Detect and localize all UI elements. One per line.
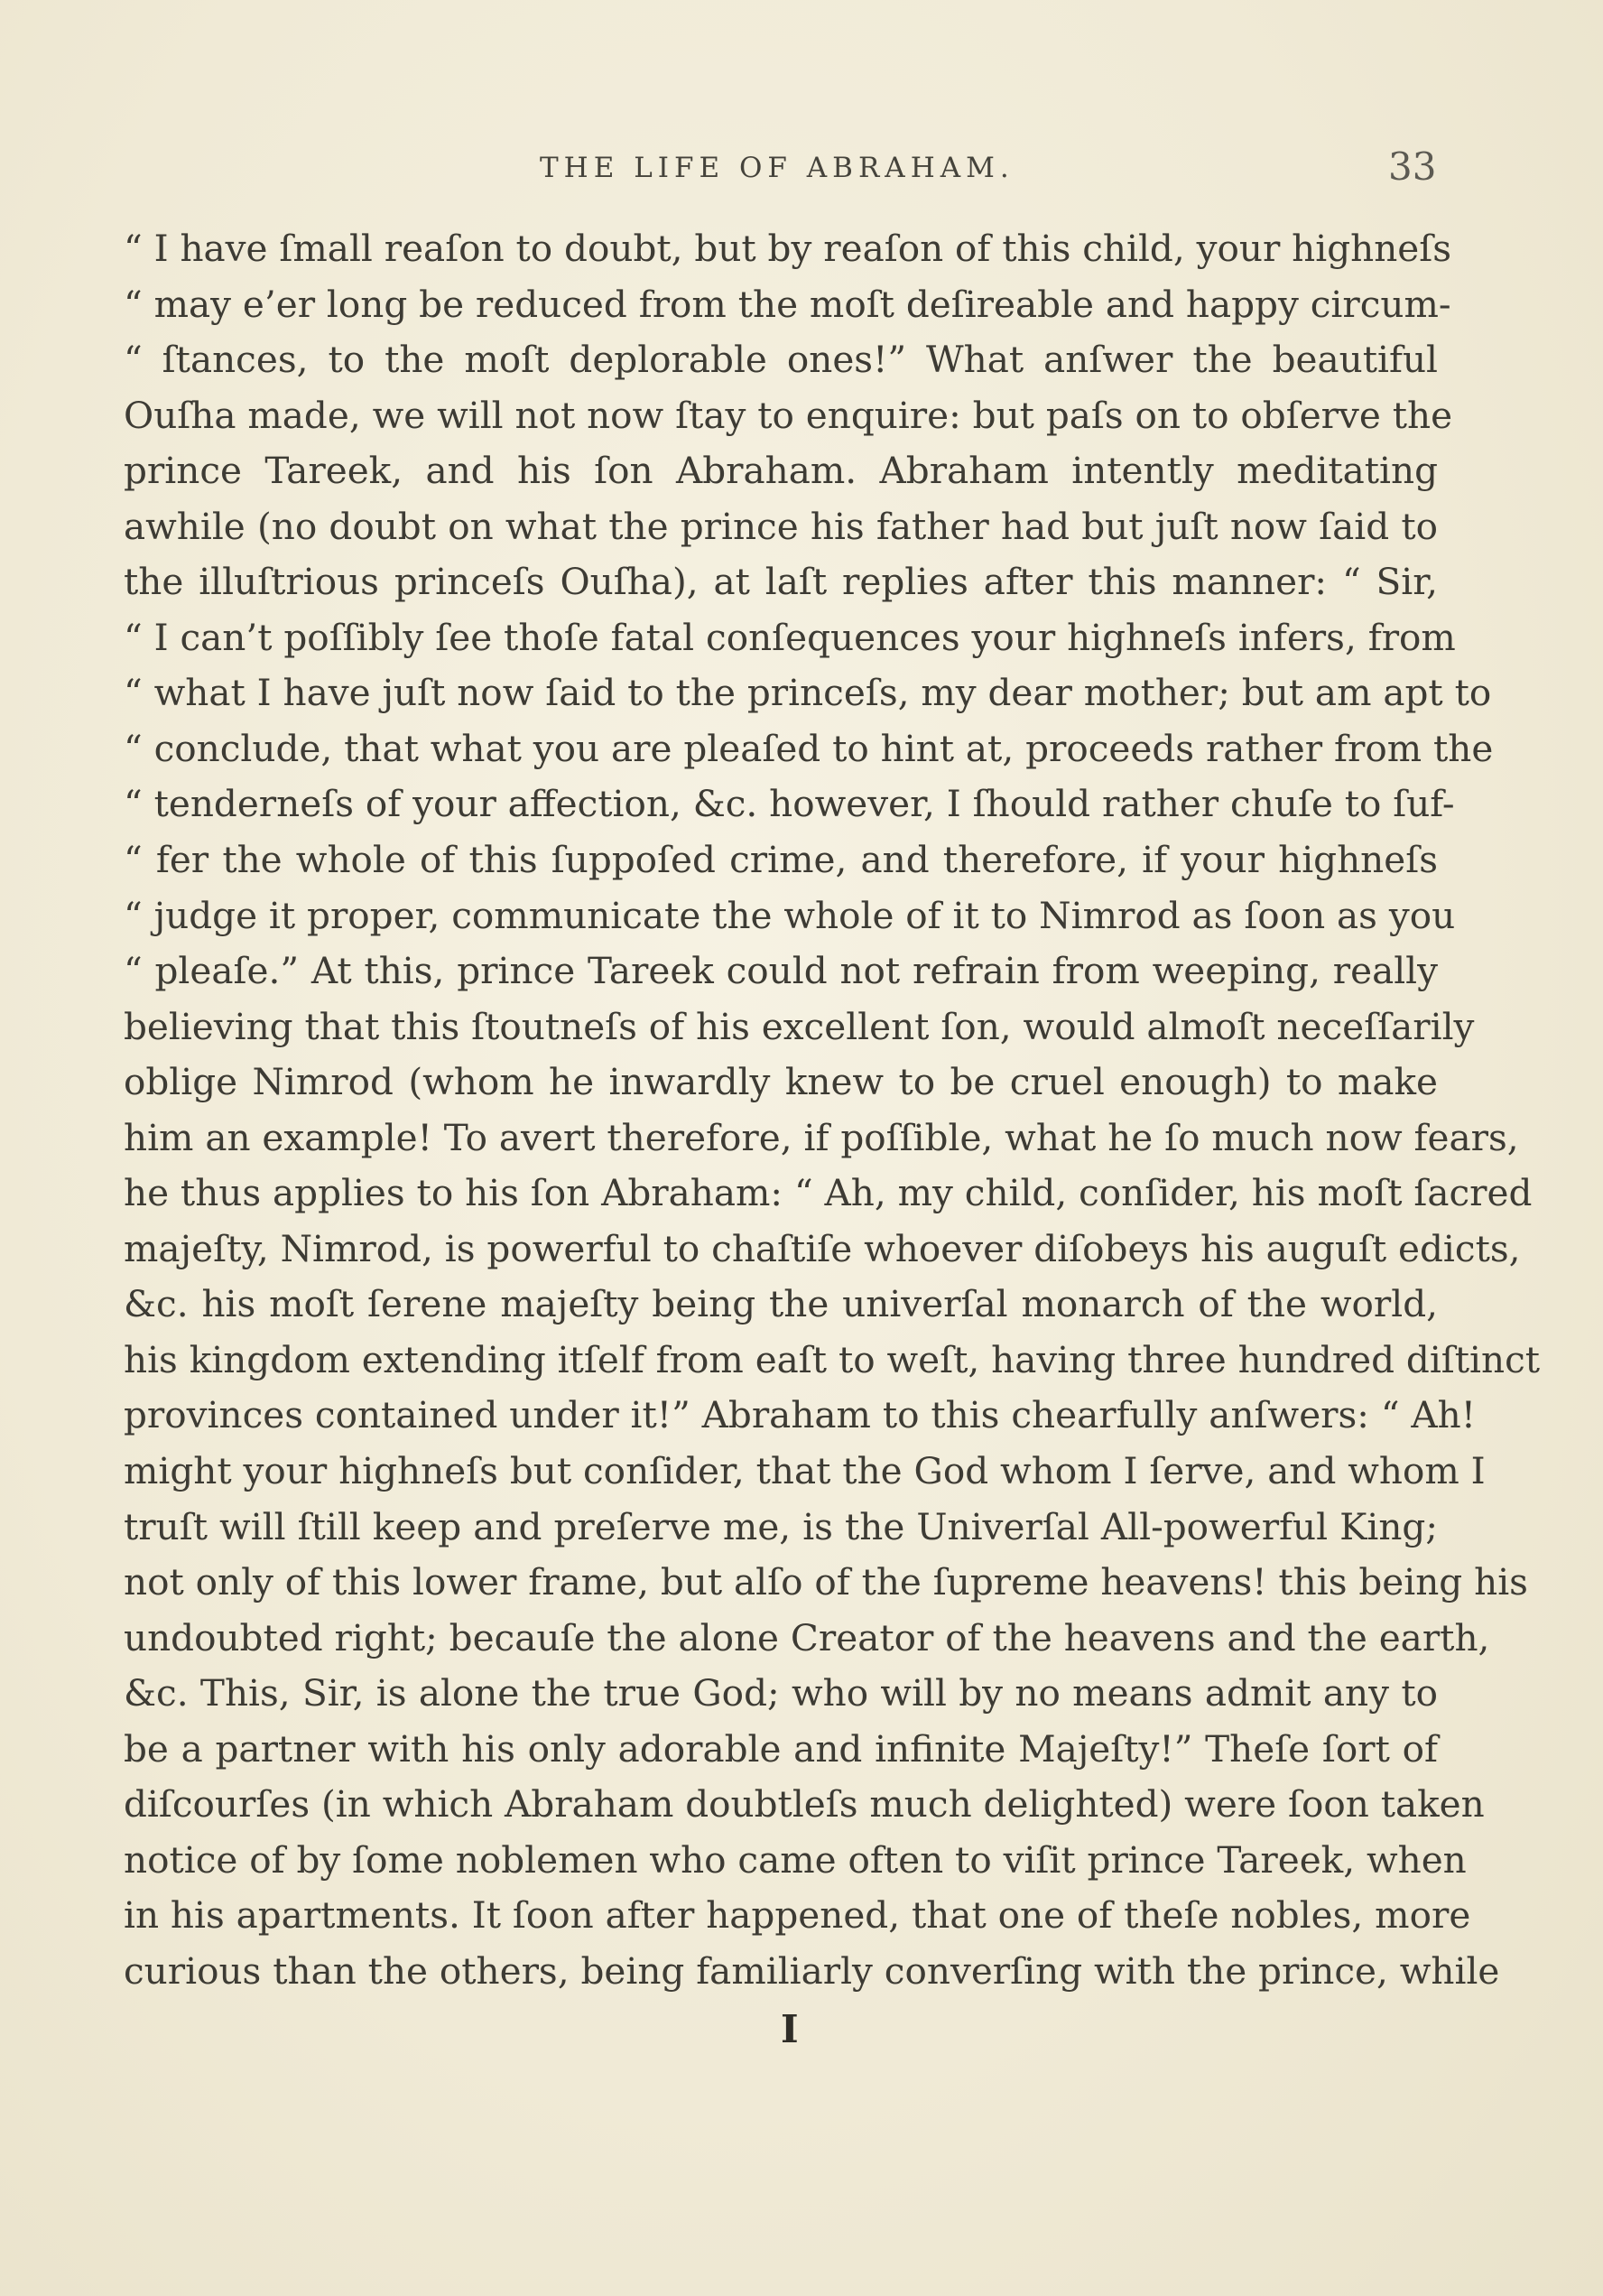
text-line: “ judge it proper, communicate the whole of it to Nimrod as ſoon as you: [124, 893, 1456, 937]
text-line: curious than the others, being familiarly converſing with the prince, while: [124, 1948, 1500, 1993]
text-line: awhile (no doubt on what the prince his father had but juſt now ſaid to: [124, 504, 1438, 548]
text-line: “ I can’t poſſibly ſee thoſe fatal conſequences your highneſs infers, from: [124, 615, 1456, 659]
text-line: believing that this ſtoutneſs of his excellent ſon, would almoſt neceſſarily: [124, 1004, 1475, 1048]
text-line: &c. his moſt ſerene majeſty being the univerſal monarch of the world,: [124, 1282, 1438, 1326]
text-line: undoubted right; becauſe the alone Creator of the heavens and the earth,: [124, 1615, 1490, 1659]
text-line: “ ſtances, to the moſt deplorable ones!” What anſwer the beautiful: [124, 338, 1438, 382]
text-line: he thus applies to his ſon Abraham: “ Ah, my child, conſider, his moſt ſacred: [124, 1171, 1533, 1215]
text-line: “ I have ſmall reaſon to doubt, but by reaſon of this child, your highneſs: [124, 227, 1452, 270]
running-title: THE LIFE OF ABRAHAM.: [540, 152, 1015, 184]
text-line: his kingdom extending itſelf from eaſt to weſt, having three hundred diſtinct: [124, 1337, 1541, 1381]
running-head: [0, 144, 1603, 190]
text-line: “ tenderneſs of your affection, &c. however, I ſhould rather chuſe to ſuf-: [124, 782, 1455, 826]
text-line: prince Tareek, and his ſon Abraham. Abraham intently meditating: [124, 449, 1438, 493]
text-line: diſcourſes (in which Abraham doubtleſs much delighted) were ſoon taken: [124, 1782, 1485, 1827]
text-line: him an example! To avert therefore, if poſſible, what he ſo much now fears,: [124, 1115, 1519, 1159]
text-line: truſt will ſtill keep and preſerve me, is the Univerſal All-powerful King;: [124, 1504, 1438, 1548]
text-line: &c. This, Sir, is alone the true God; who will by no means admit any to: [124, 1671, 1438, 1715]
catchword: I: [781, 2007, 799, 2051]
text-line: be a partner with his only adorable and infinite Majeſty!” Theſe ſort of: [124, 1726, 1438, 1771]
text-line: majeſty, Nimrod, is powerful to chaſtiſe whoever diſobeys his auguſt edicts,: [124, 1226, 1521, 1270]
text-line: “ what I have juſt now ſaid to the princeſs, my dear mother; but am apt to: [124, 671, 1492, 715]
text-line: oblige Nimrod (whom he inwardly knew to be cruel enough) to make: [124, 1060, 1438, 1104]
text-line: in his apartments. It ſoon after happened, that one of theſe nobles, more: [124, 1893, 1471, 1938]
text-line: “ may e’er long be reduced from the moſt deſireable and happy circum-: [124, 282, 1451, 326]
text-line: Ouſha made, we will not now ſtay to enquire: but paſs on to obſerve the: [124, 393, 1453, 437]
text-line: might your highneſs but conſider, that the God whom I ſerve, and whom I: [124, 1449, 1486, 1493]
page-number: 33: [1388, 144, 1437, 189]
text-line: “ conclude, that what you are pleaſed to hint at, proceeds rather from the: [124, 726, 1494, 770]
text-line: “ pleaſe.” At this, prince Tareek could not refrain from weeping, really: [124, 949, 1438, 993]
text-line: “ fer the whole of this ſuppoſed crime, and therefore, if your highneſs: [124, 838, 1438, 882]
body-text: [124, 221, 1541, 2000]
text-line: the illuſtrious princeſs Ouſha), at laſt replies after this manner: “ Sir,: [124, 560, 1438, 604]
text-line: provinces contained under it!” Abraham to this chearfully anſwers: “ Ah!: [124, 1393, 1477, 1437]
text-line: notice of by ſome noblemen who came often to viſit prince Tareek, when: [124, 1837, 1467, 1882]
text-line: not only of this lower frame, but alſo of the ſupreme heavens! this being his: [124, 1560, 1528, 1604]
